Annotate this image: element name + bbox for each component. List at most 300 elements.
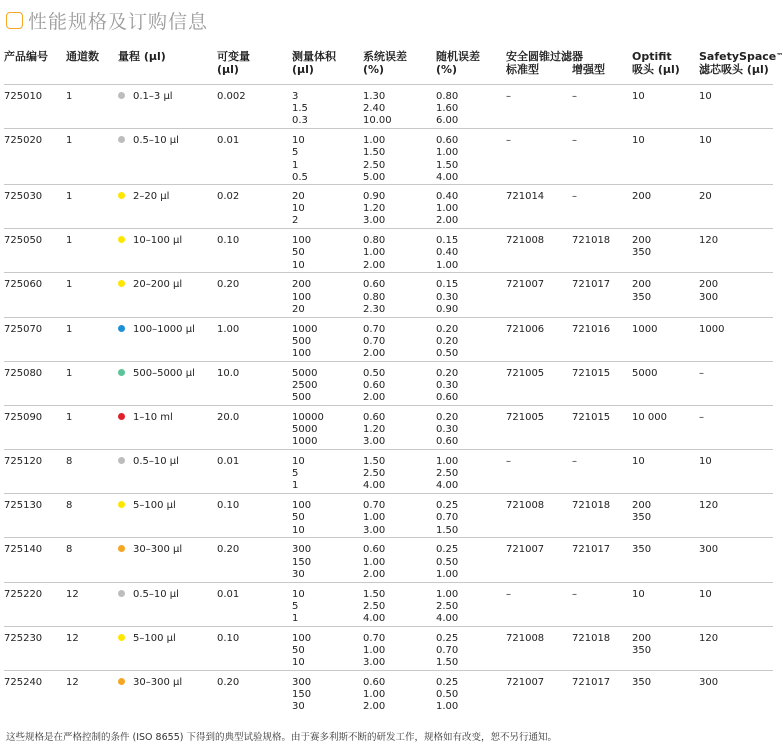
cell-increment <box>217 129 292 185</box>
volume-range: 30–300 µl <box>133 677 183 688</box>
channel-count: 12 <box>66 677 79 688</box>
volume-range: 0.1–3 µl <box>133 91 173 102</box>
filter-enhanced: 721018 <box>572 500 611 512</box>
optifit-value: 350 <box>632 645 652 656</box>
optifit-value: 350 <box>632 247 652 259</box>
increment-value: 20.0 <box>217 411 240 423</box>
random-value: 0.25 <box>436 677 459 688</box>
volume-value: 5 <box>292 147 299 159</box>
random-value: 0.20 <box>436 323 459 335</box>
cell-range <box>118 626 217 670</box>
cell-channels <box>66 317 118 361</box>
random-value: 1.60 <box>436 103 459 115</box>
cell-increment <box>217 85 292 129</box>
optifit-value: 200 <box>632 235 652 247</box>
channel-count: 12 <box>66 632 79 644</box>
filters-pair <box>506 235 632 247</box>
cell-channels <box>66 229 118 273</box>
cell-code <box>4 317 66 361</box>
cell-filters <box>506 317 632 361</box>
filter-enhanced: 721017 <box>572 544 611 556</box>
cell-range <box>118 317 217 361</box>
safetyspace-value: 120 <box>699 632 719 644</box>
random-value: 0.30 <box>436 291 459 303</box>
cell-optifit <box>632 582 699 626</box>
volume-range: 500–5000 µl <box>133 367 195 379</box>
volume-value: 1000 <box>292 436 318 448</box>
checkbox-square-icon <box>6 12 23 29</box>
cell-safetyspace <box>699 450 773 494</box>
volume-range: 2–20 µl <box>133 190 170 202</box>
cell-systematic <box>363 85 436 129</box>
increment-value: 0.02 <box>217 190 240 202</box>
cell-optifit <box>632 450 699 494</box>
optifit-value: 1000 <box>632 323 658 335</box>
cell-optifit <box>632 85 699 129</box>
filters-pair <box>506 500 632 512</box>
cell-safetyspace <box>699 361 773 405</box>
filter-enhanced: – <box>572 190 577 202</box>
cell-code <box>4 129 66 185</box>
table-row <box>4 229 773 273</box>
product-code: 725140 <box>4 544 43 556</box>
channel-count: 8 <box>66 456 73 468</box>
systematic-value: 1.00 <box>363 247 386 259</box>
cell-optifit <box>632 671 699 715</box>
cell-random <box>436 582 506 626</box>
filter-standard: 721007 <box>506 279 545 291</box>
cell-optifit <box>632 273 699 317</box>
optifit-value: 10 <box>632 91 645 102</box>
filters-pair <box>506 456 632 468</box>
optifit-value: 10 <box>632 456 645 468</box>
cell-code <box>4 85 66 129</box>
volume-value: 1000 <box>292 323 318 335</box>
systematic-value: 0.60 <box>363 379 386 391</box>
channel-count: 8 <box>66 500 73 512</box>
footer-note: 这些规格是在严格控制的条件 (ISO 8655) 下得到的典型试验规格。由于赛多利斯不断的研发工作，规格如有改变，恕不另行通知。 <box>6 732 557 743</box>
random-value: 0.15 <box>436 279 459 291</box>
volume-value: 5000 <box>292 367 318 379</box>
random-value: 1.00 <box>436 203 459 215</box>
cell-channels <box>66 538 118 582</box>
filter-standard: 721005 <box>506 411 545 423</box>
systematic-value: 3.00 <box>363 657 386 669</box>
cell-random <box>436 129 506 185</box>
systematic-value: 2.00 <box>363 392 386 404</box>
cell-channels <box>66 85 118 129</box>
optifit-value: 10 000 <box>632 411 667 423</box>
random-value: 0.90 <box>436 303 459 315</box>
cell-optifit <box>632 229 699 273</box>
increment-value: 1.00 <box>217 323 240 335</box>
cell-range <box>118 85 217 129</box>
systematic-value: 1.00 <box>363 556 386 568</box>
cell-systematic <box>363 494 436 538</box>
table-row <box>4 317 773 361</box>
filter-enhanced: 721017 <box>572 279 611 291</box>
random-value: 0.60 <box>436 436 459 448</box>
volume-value: 50 <box>292 247 305 259</box>
cell-optifit <box>632 129 699 185</box>
color-dot-icon <box>118 369 125 376</box>
cell-filters <box>506 129 632 185</box>
systematic-value: 1.20 <box>363 203 386 215</box>
filter-standard: 721006 <box>506 323 545 335</box>
random-value: 0.20 <box>436 335 459 347</box>
filter-enhanced: 721016 <box>572 323 611 335</box>
volume-value: 20 <box>292 303 305 315</box>
volume-value: 30 <box>292 568 305 580</box>
safetyspace-value: 1000 <box>699 323 725 335</box>
systematic-value: 1.00 <box>363 645 386 656</box>
table-row <box>4 494 773 538</box>
cell-range <box>118 538 217 582</box>
cell-volume <box>292 361 363 405</box>
volume-value: 200 <box>292 279 312 291</box>
safetyspace-value: 300 <box>699 544 719 556</box>
cell-optifit <box>632 184 699 228</box>
channel-count: 1 <box>66 91 73 102</box>
filter-enhanced: 721015 <box>572 367 611 379</box>
cell-safetyspace <box>699 538 773 582</box>
cell-safetyspace <box>699 494 773 538</box>
random-value: 0.40 <box>436 247 459 259</box>
header-systematic-error: 系统误差 (%) <box>363 50 407 76</box>
systematic-value: 0.70 <box>363 500 386 512</box>
safetyspace-value: 10 <box>699 135 712 147</box>
filters-pair <box>506 589 632 601</box>
systematic-value: 0.80 <box>363 291 386 303</box>
random-value: 0.25 <box>436 544 459 556</box>
optifit-value: 200 <box>632 279 652 291</box>
channel-count: 1 <box>66 411 73 423</box>
random-value: 0.50 <box>436 347 459 359</box>
header-random-error: 随机误差 (%) <box>436 50 480 76</box>
filter-enhanced: 721015 <box>572 411 611 423</box>
filter-standard: 721007 <box>506 677 545 688</box>
cell-channels <box>66 626 118 670</box>
cell-optifit <box>632 317 699 361</box>
cell-safetyspace <box>699 317 773 361</box>
product-code: 725130 <box>4 500 43 512</box>
systematic-value: 2.50 <box>363 600 386 612</box>
cell-increment <box>217 361 292 405</box>
cell-systematic <box>363 538 436 582</box>
color-dot-icon <box>118 280 125 287</box>
page-title: 性能规格及订购信息 <box>28 10 209 33</box>
cell-filters <box>506 361 632 405</box>
cell-increment <box>217 229 292 273</box>
cell-filters <box>506 494 632 538</box>
systematic-value: 2.00 <box>363 568 386 580</box>
cell-random <box>436 229 506 273</box>
cell-optifit <box>632 405 699 449</box>
page-title-row <box>6 8 208 32</box>
random-value: 0.20 <box>436 411 459 423</box>
increment-value: 0.002 <box>217 91 246 102</box>
safetyspace-value: 120 <box>699 235 719 247</box>
volume-value: 50 <box>292 512 305 524</box>
filter-standard: 721008 <box>506 632 545 644</box>
cell-volume <box>292 582 363 626</box>
optifit-value: 200 <box>632 500 652 512</box>
volume-range: 20–200 µl <box>133 279 183 291</box>
safetyspace-value: 10 <box>699 588 712 600</box>
volume-value: 150 <box>292 556 312 568</box>
cell-filters <box>506 405 632 449</box>
systematic-value: 0.60 <box>363 544 386 556</box>
cell-volume <box>292 405 363 449</box>
cell-increment <box>217 671 292 715</box>
safetyspace-value: 10 <box>699 456 712 468</box>
cell-random <box>436 273 506 317</box>
table-row <box>4 538 773 582</box>
optifit-value: 350 <box>632 291 652 303</box>
cell-systematic <box>363 405 436 449</box>
filters-pair <box>506 677 632 689</box>
random-value: 0.20 <box>436 367 459 379</box>
cell-volume <box>292 317 363 361</box>
volume-value: 5000 <box>292 424 318 436</box>
random-value: 1.00 <box>436 568 459 580</box>
systematic-value: 1.50 <box>363 456 386 468</box>
cell-safetyspace <box>699 85 773 129</box>
volume-range: 0.5–10 µl <box>133 135 179 147</box>
volume-value: 300 <box>292 544 312 556</box>
filter-enhanced: – <box>572 135 577 147</box>
cell-optifit <box>632 361 699 405</box>
systematic-value: 3.00 <box>363 215 386 227</box>
cell-systematic <box>363 361 436 405</box>
increment-value: 0.20 <box>217 279 240 291</box>
random-value: 4.00 <box>436 480 459 492</box>
cell-code <box>4 361 66 405</box>
cell-channels <box>66 361 118 405</box>
product-code: 725060 <box>4 279 43 291</box>
channel-count: 1 <box>66 279 73 291</box>
cell-volume <box>292 626 363 670</box>
cell-volume <box>292 671 363 715</box>
cell-systematic <box>363 450 436 494</box>
header-range: 量程 (µl) <box>118 50 166 63</box>
random-value: 0.50 <box>436 556 459 568</box>
systematic-value: 1.50 <box>363 147 386 159</box>
cell-range <box>118 450 217 494</box>
cell-random <box>436 184 506 228</box>
systematic-value: 1.30 <box>363 91 386 102</box>
random-value: 2.50 <box>436 468 459 480</box>
increment-value: 0.10 <box>217 235 240 247</box>
volume-value: 500 <box>292 335 312 347</box>
volume-value: 10 <box>292 456 305 468</box>
product-code: 725020 <box>4 135 43 147</box>
cell-filters <box>506 450 632 494</box>
table-row <box>4 405 773 449</box>
random-value: 2.50 <box>436 600 459 612</box>
product-code: 725010 <box>4 91 43 102</box>
volume-value: 10 <box>292 657 305 669</box>
random-value: 2.00 <box>436 215 459 227</box>
increment-value: 10.0 <box>217 367 240 379</box>
cell-range <box>118 273 217 317</box>
systematic-value: 0.50 <box>363 367 386 379</box>
volume-value: 0.5 <box>292 171 308 183</box>
filter-standard: 721005 <box>506 367 545 379</box>
systematic-value: 1.00 <box>363 512 386 524</box>
systematic-value: 2.00 <box>363 701 386 713</box>
volume-range: 5–100 µl <box>133 500 176 512</box>
cell-range <box>118 229 217 273</box>
safetyspace-value: – <box>699 411 704 423</box>
random-value: 0.15 <box>436 235 459 247</box>
volume-value: 10 <box>292 524 305 536</box>
random-value: 4.00 <box>436 171 459 183</box>
filters-pair <box>506 633 632 645</box>
volume-value: 1 <box>292 159 299 171</box>
filters-pair <box>506 412 632 424</box>
optifit-value: 350 <box>632 544 652 556</box>
increment-value: 0.01 <box>217 456 240 468</box>
random-value: 1.50 <box>436 159 459 171</box>
random-value: 1.50 <box>436 524 459 536</box>
systematic-value: 2.50 <box>363 468 386 480</box>
cell-random <box>436 450 506 494</box>
random-value: 1.50 <box>436 657 459 669</box>
volume-value: 1 <box>292 480 299 492</box>
safetyspace-value: 120 <box>699 500 719 512</box>
optifit-value: 10 <box>632 135 645 147</box>
cell-increment <box>217 405 292 449</box>
color-dot-icon <box>118 678 125 685</box>
cell-increment <box>217 626 292 670</box>
volume-value: 100 <box>292 347 312 359</box>
cell-random <box>436 538 506 582</box>
random-value: 0.60 <box>436 135 459 147</box>
table-row <box>4 85 773 129</box>
cell-increment <box>217 450 292 494</box>
systematic-value: 0.60 <box>363 677 386 688</box>
filter-enhanced: 721018 <box>572 632 611 644</box>
header-increment: 可变量 (µl) <box>217 50 250 76</box>
cell-filters <box>506 229 632 273</box>
color-dot-icon <box>118 590 125 597</box>
cell-systematic <box>363 626 436 670</box>
filter-enhanced: – <box>572 456 577 468</box>
channel-count: 1 <box>66 190 73 202</box>
volume-value: 10 <box>292 203 305 215</box>
volume-value: 300 <box>292 677 312 688</box>
systematic-value: 1.50 <box>363 588 386 600</box>
systematic-value: 0.80 <box>363 235 386 247</box>
optifit-value: 350 <box>632 677 652 688</box>
cell-filters <box>506 582 632 626</box>
filters-pair <box>506 368 632 380</box>
cell-optifit <box>632 626 699 670</box>
systematic-value: 0.70 <box>363 335 386 347</box>
cell-safetyspace <box>699 229 773 273</box>
cell-systematic <box>363 273 436 317</box>
random-value: 1.00 <box>436 456 459 468</box>
optifit-value: 10 <box>632 588 645 600</box>
cell-channels <box>66 671 118 715</box>
volume-value: 500 <box>292 392 312 404</box>
optifit-value: 350 <box>632 512 652 524</box>
color-dot-icon <box>118 236 125 243</box>
cell-code <box>4 184 66 228</box>
color-dot-icon <box>118 501 125 508</box>
cell-systematic <box>363 229 436 273</box>
color-dot-icon <box>118 545 125 552</box>
product-code: 725070 <box>4 323 43 335</box>
header-test-volume: 测量体积 (µl) <box>292 50 336 76</box>
filter-standard: – <box>506 588 511 600</box>
color-dot-icon <box>118 457 125 464</box>
filters-pair <box>506 91 632 103</box>
table-row <box>4 450 773 494</box>
volume-value: 1.5 <box>292 103 308 115</box>
volume-value: 3 <box>292 91 299 102</box>
volume-value: 10000 <box>292 411 324 423</box>
header-optifit: Optifit 吸头 (µl) <box>632 50 680 76</box>
cell-increment <box>217 494 292 538</box>
cell-safetyspace <box>699 184 773 228</box>
cell-increment <box>217 273 292 317</box>
cell-channels <box>66 582 118 626</box>
cell-volume <box>292 494 363 538</box>
cell-channels <box>66 129 118 185</box>
header-safety-filters: 安全圆锥过滤器 标准型 增强型 <box>506 50 605 76</box>
volume-value: 2 <box>292 215 299 227</box>
cell-filters <box>506 626 632 670</box>
cell-systematic <box>363 184 436 228</box>
random-value: 0.80 <box>436 91 459 102</box>
channel-count: 1 <box>66 323 73 335</box>
increment-value: 0.20 <box>217 677 240 688</box>
cell-code <box>4 229 66 273</box>
cell-code <box>4 405 66 449</box>
cell-random <box>436 361 506 405</box>
cell-volume <box>292 85 363 129</box>
cell-volume <box>292 129 363 185</box>
channel-count: 1 <box>66 135 73 147</box>
volume-range: 0.5–10 µl <box>133 456 179 468</box>
systematic-value: 3.00 <box>363 524 386 536</box>
header-code: 产品编号 <box>4 50 48 63</box>
safetyspace-value: 300 <box>699 291 719 303</box>
filters-pair <box>506 279 632 291</box>
volume-range: 30–300 µl <box>133 544 183 556</box>
cell-volume <box>292 229 363 273</box>
volume-value: 100 <box>292 291 312 303</box>
product-code: 725050 <box>4 235 43 247</box>
random-value: 0.25 <box>436 632 459 644</box>
cell-random <box>436 494 506 538</box>
cell-systematic <box>363 317 436 361</box>
volume-value: 100 <box>292 235 312 247</box>
cell-random <box>436 85 506 129</box>
random-value: 0.70 <box>436 512 459 524</box>
table-row <box>4 671 773 715</box>
cell-volume <box>292 450 363 494</box>
cell-code <box>4 494 66 538</box>
color-dot-icon <box>118 192 125 199</box>
channel-count: 8 <box>66 544 73 556</box>
random-value: 1.00 <box>436 701 459 713</box>
cell-code <box>4 538 66 582</box>
filter-standard: – <box>506 91 511 102</box>
table-row <box>4 582 773 626</box>
